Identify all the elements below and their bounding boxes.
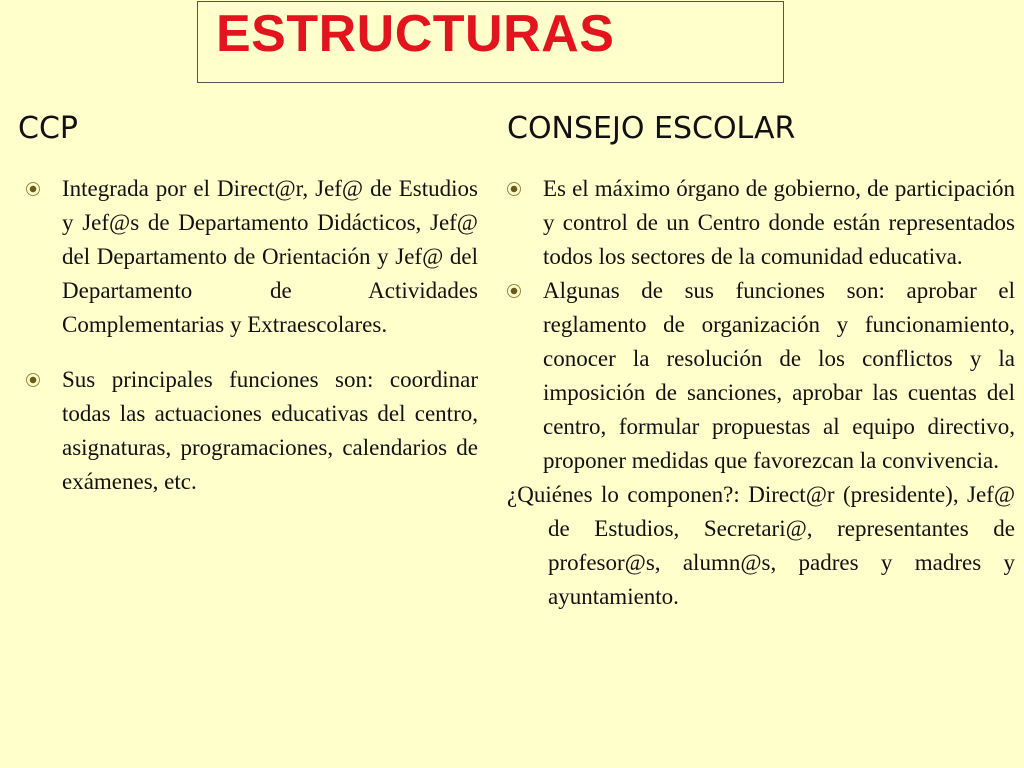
list-item [26, 363, 478, 499]
componen-paragraph [507, 478, 1015, 614]
title-box [197, 1, 784, 83]
consejo-item-text: Algunas de sus funciones son: aprobar el reglamento de organización y funcionamiento, conocer la resolución de los conflictos y la imposición de sanciones, aprobar las cuentas del centro, formular propuestas al equipo directivo, proponer medidas que favorezcan la convivencia. [543, 278, 1015, 473]
ccp-heading: CCP [18, 111, 78, 146]
ccp-item-text: Integrada por el Direct@r, Jef@ de Estudios y Jef@s de Departamento Didácticos, Jef@ del Departamento de Orientación y Jef@ del Departamento de Actividades Complementarias y Extraescolares. [62, 176, 478, 337]
circled-dot-bullet-icon [507, 284, 521, 298]
list-item [507, 274, 1015, 478]
ccp-item-text: Sus principales funciones son: coordinar todas las actuaciones educativas del centro, asignaturas, programaciones, calendarios de exámenes, etc. [62, 367, 478, 494]
circled-dot-bullet-icon [26, 182, 40, 196]
list-item [26, 172, 478, 342]
consejo-bullet-list [507, 172, 1015, 478]
circled-dot-bullet-icon [26, 373, 40, 387]
circled-dot-bullet-icon [507, 182, 521, 196]
ccp-bullet-list [26, 172, 478, 499]
componen-label: ¿Quiénes lo componen? [507, 482, 734, 507]
consejo-item-text: Es el máximo órgano de gobierno, de participación y control de un Centro donde están representados todos los sectores de la comunidad educativa. [543, 176, 1015, 269]
slide-title: ESTRUCTURAS [216, 5, 615, 63]
componen-text: : Direct@r (presidente), Jef@ de Estudios, Secretari@, representantes de profesor@s, alumn@s, padres y madres y ayuntamiento. [548, 482, 1016, 609]
list-item [507, 172, 1015, 274]
ccp-column [26, 172, 478, 499]
consejo-escolar-column [507, 172, 1015, 614]
consejo-escolar-heading: CONSEJO ESCOLAR [507, 111, 796, 146]
